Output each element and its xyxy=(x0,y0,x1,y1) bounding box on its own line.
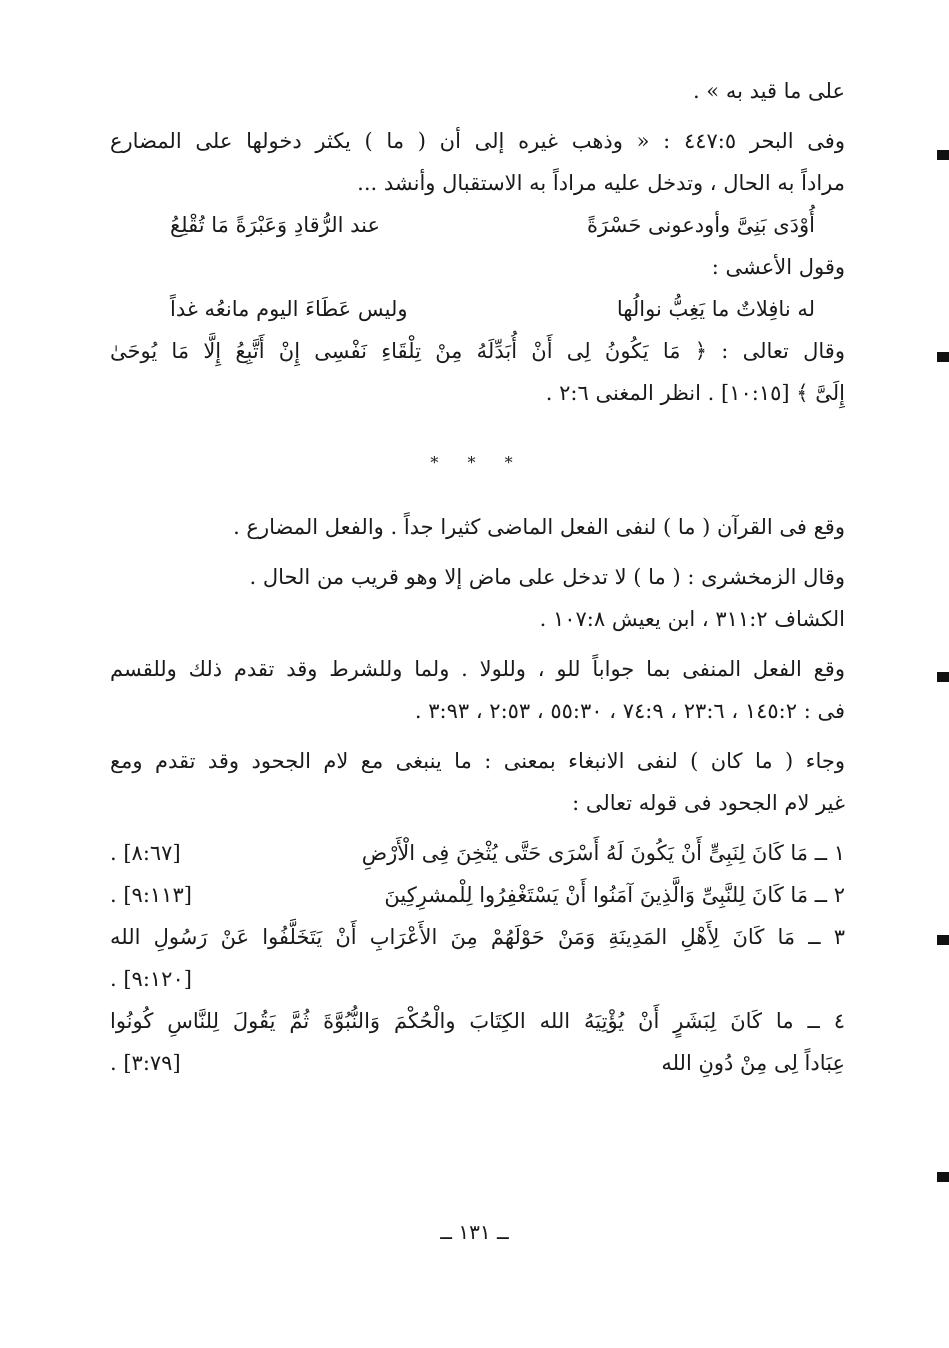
verse-hemistich-first: أُوْدَى بَنِىَّ وأودعونى حَسْرَةً xyxy=(587,213,815,237)
section-separator: * * * xyxy=(430,453,525,472)
list-item-text: ١ ــ مَا كَانَ لِنَبِىٍّ أَنْ يَكُونَ لَهُ أَسْرَى حَتَّى يُثْخِنَ فِى الْأَرْضِ xyxy=(361,841,845,865)
poem-verse xyxy=(110,288,845,330)
verse-reference: . [٩:١١٣] xyxy=(110,883,192,907)
text-line: فى : ١٤٥:٢ ، ٢٣:٦ ، ٧٤:٩ ، ٥٥:٣٠ ، ٢:٥٣ ، ٣:٩٣ . xyxy=(414,699,845,723)
list-item xyxy=(110,832,845,874)
list-item xyxy=(110,1042,845,1084)
scan-edge-mark xyxy=(937,672,949,682)
quran-quote-line: وقال تعالى : ﴿ مَا يَكُونُ لِى أَنْ أُبَدِّلَهُ مِنْ تِلْقَاءِ نَفْسِى إِنْ أَتَّبِعُ إِلَّا مَا يُوحَىٰ xyxy=(110,339,845,363)
list-item-text: ٤ ــ ما كَانَ لِبَشَرٍ أَنْ يُؤْتِيَهُ الله الكِتَابَ والْحُكْمَ وَالنُّبُوَّةَ ثُمَّ يَقُولَ لِلنَّاسِ كُونُوا xyxy=(110,1009,845,1033)
scan-edge-mark xyxy=(937,150,949,160)
poem-verse xyxy=(110,204,845,246)
text-line: وقع الفعل المنفى بما جواباً للو ، وللولا . ولما وللشرط وقد تقدم ذلك وللقسم xyxy=(110,657,845,681)
verse-hemistich-first: له نافِلاتٌ ما يَغِبُّ نوالُها xyxy=(616,297,815,321)
list-item-text: ٢ ــ مَا كَانَ لِلنَّبِىِّ وَالَّذِينَ آمَنُوا أَنْ يَسْتَغْفِرُوا لِلْمشرِكِينَ xyxy=(384,883,845,907)
text-line: وقول الأعشى : xyxy=(711,255,845,279)
list-item-text: ٣ ــ مَا كَانَ لِأَهْلِ المَدِينَةِ وَمَنْ حَوْلَهُمْ مِنَ الأَعْرَابِ أَنْ يَتَخَلَّفُوا عَنْ رَسُولِ الله xyxy=(110,925,845,949)
text-line: مراداً به الحال ، وتدخل عليه مراداً به الاستقبال وأنشد ... xyxy=(357,171,845,195)
text-line: وقال الزمخشرى : ( ما ) لا تدخل على ماض إلا وهو قريب من الحال . xyxy=(249,565,845,589)
page-number: ــ ١٣١ ــ xyxy=(440,1220,509,1244)
list-item xyxy=(110,874,845,916)
text-line: الكشاف ٣١١:٢ ، ابن يعيش ١٠٧:٨ . xyxy=(539,607,845,631)
quran-quote-line: إِلَىَّ ﴾ [١٠:١٥] . انظر المغنى ٢:٦ . xyxy=(545,381,845,405)
scan-edge-mark xyxy=(937,352,949,362)
scan-edge-mark xyxy=(937,1172,949,1182)
verse-hemistich-second: وليس عَطَاءَ اليوم مانعُه غداً xyxy=(170,297,408,321)
text-line: على ما قيد به » . xyxy=(692,79,845,103)
verse-reference: . [٣:٧٩] xyxy=(110,1051,181,1075)
list-item-text: عِبَاداً لِى مِنْ دُونِ الله xyxy=(661,1051,845,1075)
verse-reference: . [٩:١٢٠] xyxy=(110,967,192,991)
page-body xyxy=(110,70,845,1084)
text-line: وفى البحر ٤٤٧:٥ : « وذهب غيره إلى أن ( ما ) يكثر دخولها على المضارع xyxy=(110,129,845,153)
verse-hemistich-second: عند الرُّقادِ وَعَبْرَةً مَا تُقْلِعُ xyxy=(170,213,381,237)
text-line: وجاء ( ما كان ) لنفى الانبغاء بمعنى : ما ينبغى مع لام الجحود وقد تقدم ومع xyxy=(110,749,845,773)
verse-reference: . [٨:٦٧] xyxy=(110,841,181,865)
text-line: غير لام الجحود فى قوله تعالى : xyxy=(572,791,845,815)
scan-edge-mark xyxy=(937,935,949,945)
text-line: وقع فى القرآن ( ما ) لنفى الفعل الماضى كثيرا جداً . والفعل المضارع . xyxy=(233,515,845,539)
